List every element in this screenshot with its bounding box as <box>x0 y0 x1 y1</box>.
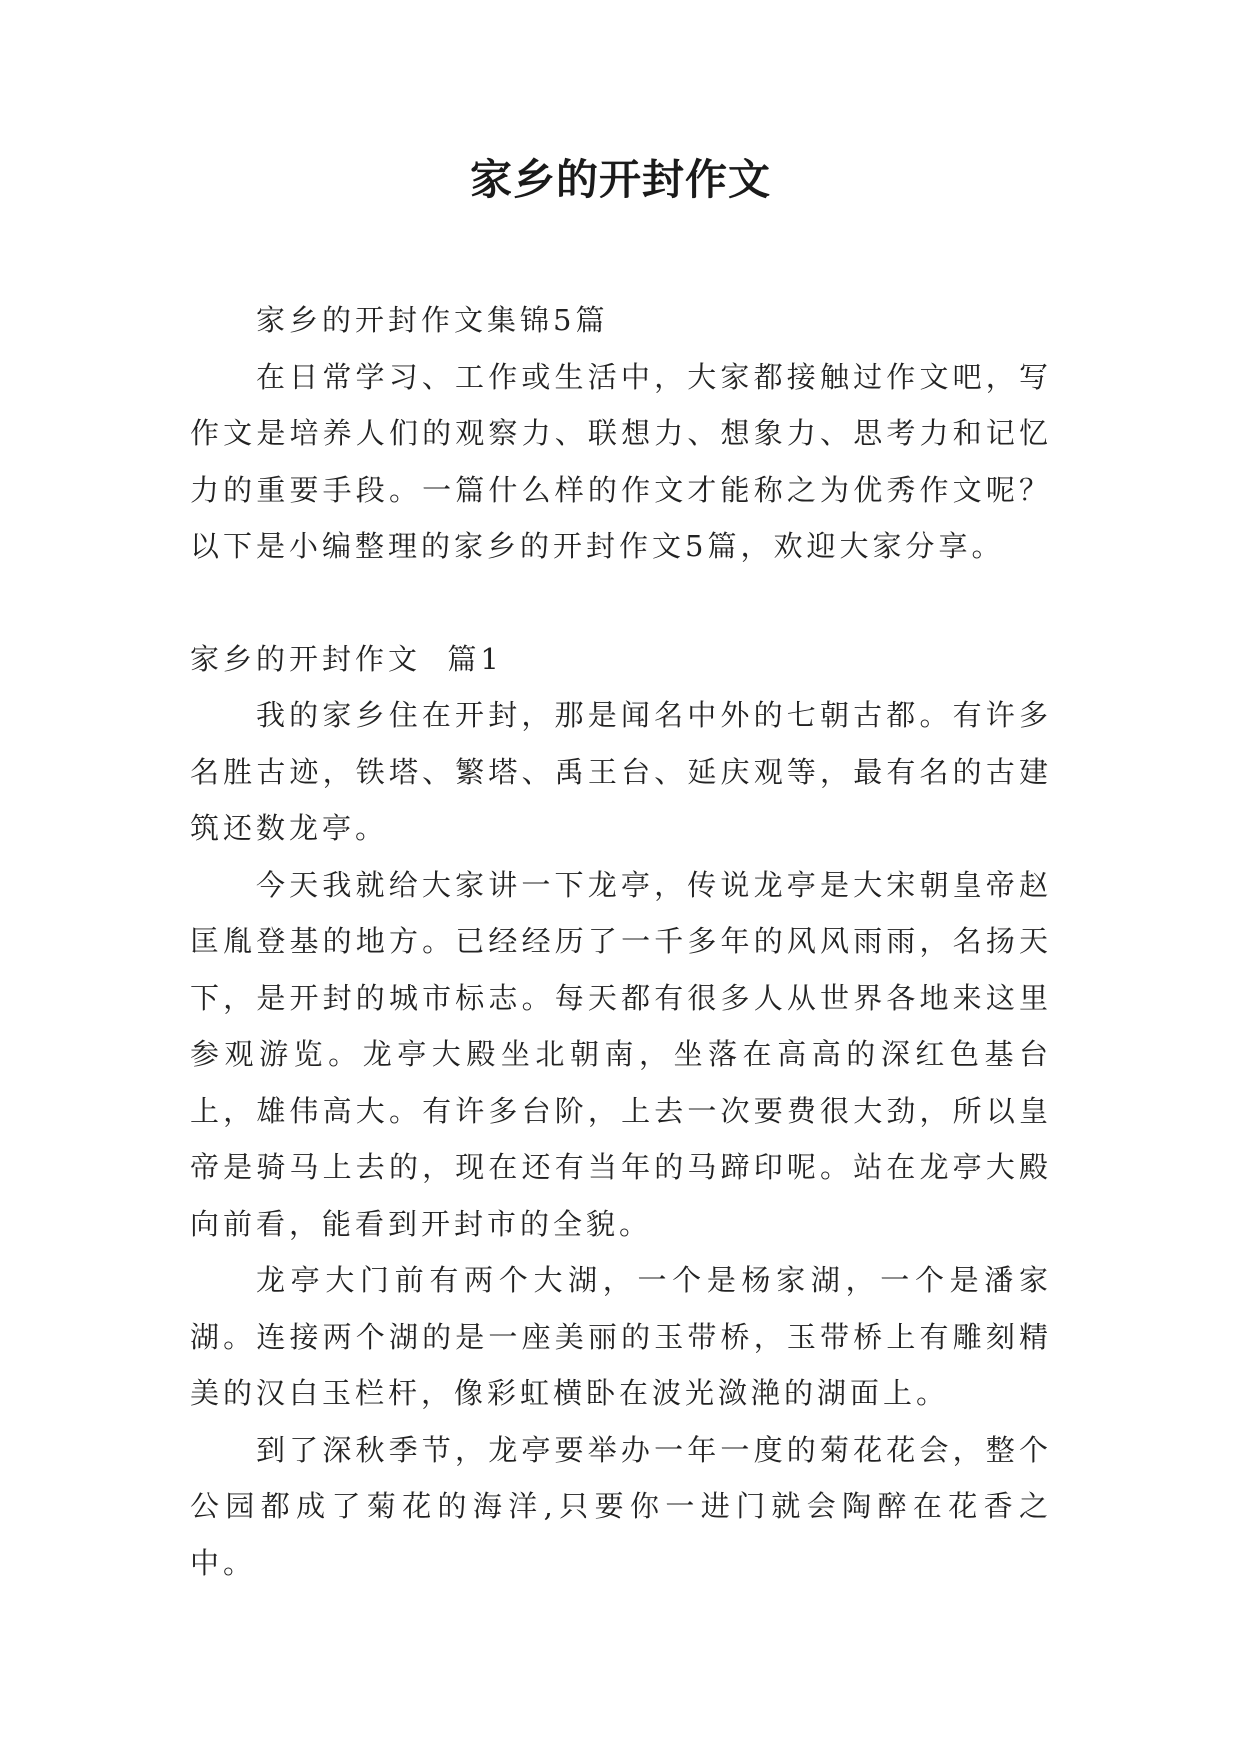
body-paragraph: 到了深秋季节，龙亭要举办一年一度的菊花花会，整个公园都成了菊花的海洋,只要你一进门就会陶醉在花香之中。 <box>190 1432 1052 1580</box>
section-spacer <box>190 575 1052 631</box>
document-body <box>190 292 1052 1591</box>
collection-subtitle: 家乡的开封作文集锦5篇 <box>256 303 609 337</box>
section-heading: 家乡的开封作文 篇1 <box>190 641 503 676</box>
body-paragraph: 我的家乡住在开封，那是闻名中外的七朝古都。有许多名胜古迹，铁塔、繁塔、禹王台、延庆观等，最有名的古建筑还数龙亭。 <box>190 698 1052 845</box>
body-paragraph: 龙亭大门前有两个大湖，一个是杨家湖，一个是潘家湖。连接两个湖的是一座美丽的玉带桥，玉带桥上有雕刻精美的汉白玉栏杆，像彩虹横卧在波光潋滟的湖面上。 <box>190 1263 1052 1410</box>
body-paragraph: 今天我就给大家讲一下龙亭，传说龙亭是大宋朝皇帝赵匡胤登基的地方。已经经历了一千多年的风风雨雨，名扬天下，是开封的城市标志。每天都有很多人从世界各地来这里参观游览。龙亭大殿坐北朝南，坐落在高高的深红色基台上，雄伟高大。有许多台阶，上去一次要费很大劲，所以皇帝是骑马上去的，现在还有当年的马蹄印呢。站在龙亭大殿向前看，能看到开封市的全貌。 <box>190 867 1052 1241</box>
document-title: 家乡的开封作文 <box>469 155 771 204</box>
intro-paragraph: 在日常学习、工作或生活中，大家都接触过作文吧，写作文是培养人们的观察力、联想力、想象力、思考力和记忆力的重要手段。一篇什么样的作文才能称之为优秀作文呢？以下是小编整理的家乡的开封作文5篇，欢迎大家分享。 <box>190 359 1052 563</box>
